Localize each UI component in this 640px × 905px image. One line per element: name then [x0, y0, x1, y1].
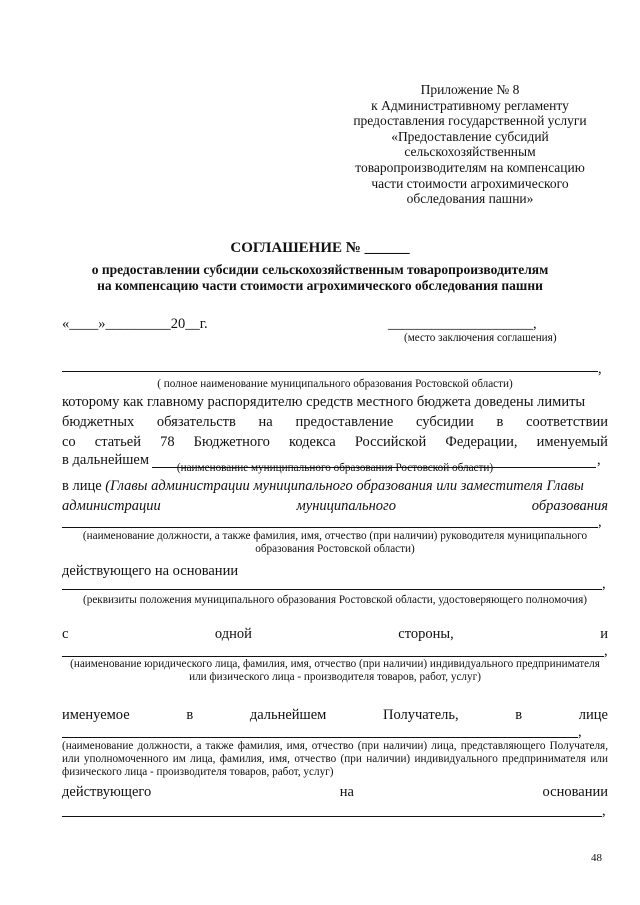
- word: бюджетных: [62, 414, 135, 430]
- word: в: [515, 707, 523, 723]
- comma: ,: [602, 803, 606, 819]
- word: со: [62, 434, 76, 450]
- agreement-title: СОГЛАШЕНИЕ № ______: [230, 240, 410, 256]
- appendix-line: части стоимости агрохимического: [371, 175, 569, 191]
- word: именуемый: [536, 434, 608, 450]
- word: одной: [214, 626, 252, 642]
- word: соответствии: [526, 414, 608, 430]
- appendix-line: к Административному регламенту: [371, 97, 569, 113]
- date-field: «____»_________20__г.: [62, 316, 208, 332]
- word: дальнейшем: [249, 707, 327, 723]
- word: именуемое: [62, 707, 130, 723]
- page-number: 48: [591, 852, 602, 864]
- municipality-line: [62, 371, 598, 372]
- text-line: [62, 414, 608, 431]
- word: обязательств: [156, 414, 236, 430]
- word: в: [496, 414, 504, 430]
- caption-basis: (реквизиты положения муниципального образования Ростовской области, удостоверяющего полномочия): [83, 594, 587, 606]
- word: на: [339, 784, 354, 800]
- word: стороны,: [398, 626, 454, 642]
- text-line-content: которому как главному распорядителю средств местного бюджета доведены лимиты: [62, 394, 586, 410]
- word: муниципального: [296, 498, 396, 514]
- person-line: [62, 478, 584, 495]
- text-line: [62, 626, 608, 643]
- word: Бюджетного: [193, 434, 270, 450]
- caption-party: (наименование юридического лица, фамилия, имя, отчество (при наличии) индивидуального предпринимателя или физического лица - производителя товаров, работ, услуг): [70, 658, 600, 683]
- caption-representative: (наименование должности, а также фамилия, имя, отчество (при наличии) лица, представляющего Получателя, или уполномоченного им лица, фамилия, имя, отчество (при наличии) индивидуального предпринимателя или физического лица - производителя товаров, работ, услуг): [62, 740, 608, 778]
- place-field: ____________________,: [388, 316, 537, 332]
- word: на: [258, 414, 273, 430]
- appendix-line: Приложение № 8: [420, 82, 520, 97]
- head-of-administration-text: (Главы администрации муниципального образования или заместителя Главы: [105, 478, 584, 494]
- basis-label: действующего на основании: [62, 563, 239, 579]
- word: предоставление: [295, 414, 394, 430]
- word: образования: [531, 498, 608, 514]
- comma: ,: [598, 361, 602, 377]
- text-line: [62, 707, 608, 724]
- appendix-line: обследования пашни»: [406, 191, 534, 207]
- word: Российской: [354, 434, 427, 450]
- comma: ,: [604, 643, 608, 659]
- word: Получатель,: [382, 707, 459, 723]
- in-further-label: в дальнейшем: [62, 452, 149, 468]
- basis-line: [62, 589, 602, 590]
- word: в: [186, 707, 194, 723]
- in-person-label: в лице: [62, 478, 102, 494]
- word: с: [62, 626, 69, 642]
- word: лице: [578, 707, 608, 723]
- acting-basis-line: [62, 816, 602, 817]
- word: Федерации,: [445, 434, 518, 450]
- word: статьей: [94, 434, 141, 450]
- agreement-subtitle: [40, 262, 600, 294]
- word: кодекса: [289, 434, 336, 450]
- text-line: [62, 784, 608, 801]
- word: и: [600, 626, 608, 642]
- place-caption: (место заключения соглашения): [404, 332, 557, 344]
- caption-municipality-full: ( полное наименование муниципального образования Ростовской области): [157, 378, 513, 390]
- appendix-line: товаропроизводителям на компенсацию: [355, 159, 585, 175]
- appendix-line: сельскохозяйственным: [404, 144, 536, 160]
- head-line: [62, 527, 598, 528]
- text-line: [62, 498, 608, 515]
- text-line: [62, 394, 608, 411]
- word: 78: [160, 434, 175, 450]
- representative-line: [62, 737, 578, 738]
- appendix-line: «Предоставление субсидий: [391, 128, 549, 144]
- appendix-header: [330, 82, 610, 207]
- subtitle-line: о предоставлении субсидии сельскохозяйственным товаропроизводителям: [91, 262, 549, 277]
- comma: ,: [597, 452, 601, 468]
- comma: ,: [578, 724, 582, 740]
- word: администрации: [62, 498, 161, 514]
- caption-municipality-name: (наименование муниципального образования Ростовской области): [176, 462, 494, 474]
- subtitle-line: на компенсацию части стоимости агрохимического обследования пашни: [97, 278, 543, 293]
- text-line: [62, 434, 608, 451]
- word: субсидии: [416, 414, 474, 430]
- comma: ,: [598, 514, 602, 530]
- word: основании: [542, 784, 608, 800]
- word: действующего: [62, 784, 152, 800]
- comma: ,: [602, 576, 606, 592]
- appendix-line: предоставления государственной услуги: [353, 113, 587, 129]
- caption-head-name: (наименование должности, а также фамилия, имя, отчество (при наличии) руководителя муниципального образования Ростовской области): [82, 530, 588, 555]
- party-line: [62, 656, 604, 657]
